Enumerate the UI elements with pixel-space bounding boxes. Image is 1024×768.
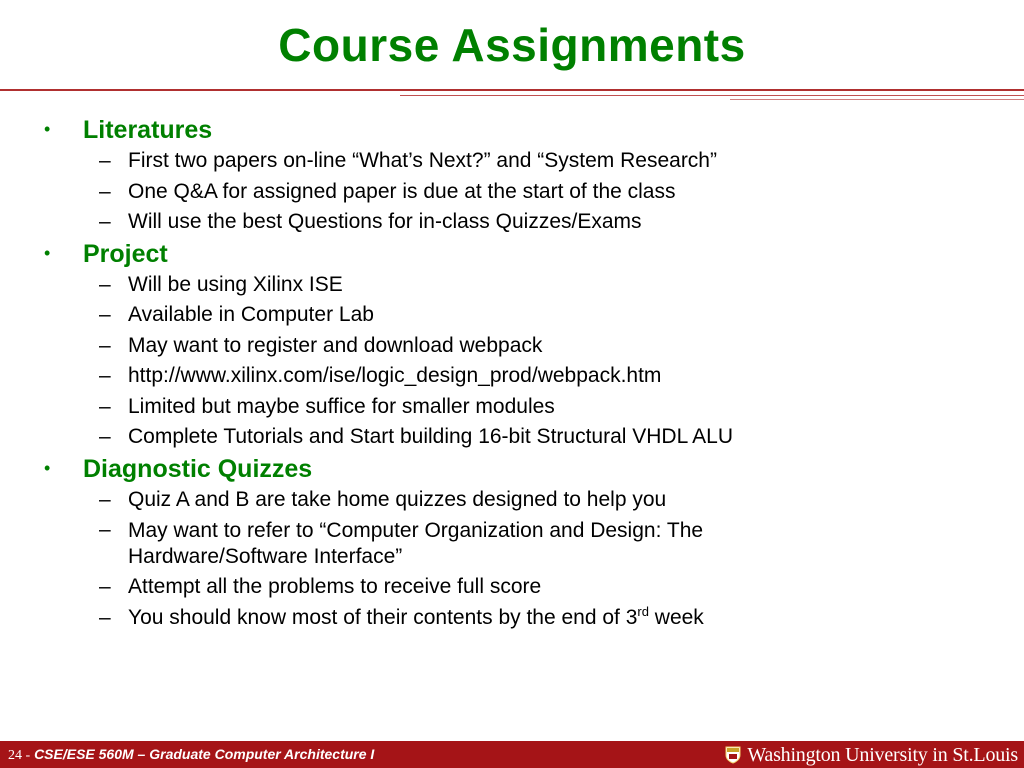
dash-icon: –	[99, 364, 111, 387]
list-item-text: First two papers on-line “What’s Next?” and “System Research”	[128, 149, 717, 172]
ordinal-suffix: rd	[637, 603, 649, 619]
dash-icon: –	[99, 179, 111, 203]
list-item-text: Attempt all the problems to receive full score	[128, 575, 542, 598]
dash-icon: –	[99, 149, 111, 172]
list-item-text: One Q&A for assigned paper is due at the start of the class	[128, 179, 676, 203]
list-item-text: Will be using Xilinx ISE	[128, 272, 343, 296]
university-wordmark: Washington University in St.Louis	[747, 743, 1018, 766]
dash-icon: –	[99, 575, 111, 598]
list-item	[0, 572, 1024, 603]
list-item-text: Limited but maybe suffice for smaller modules	[128, 394, 555, 418]
bullet-icon: •	[44, 242, 51, 263]
dash-icon: –	[99, 487, 111, 511]
webpack-url: http://www.xilinx.com/ise/logic_design_prod/webpack.htm	[128, 364, 662, 387]
title-divider	[0, 89, 1024, 91]
list-item	[0, 300, 1024, 331]
list-item	[0, 177, 1024, 208]
page-number: 24 -	[8, 748, 31, 763]
dash-icon: –	[99, 272, 111, 296]
list-item-text: May want to refer to “Computer Organization and Design: The Hardware/Software Interface”	[128, 519, 704, 568]
dash-icon: –	[99, 303, 111, 326]
slide-title: Course Assignments	[278, 19, 746, 71]
dash-icon: –	[99, 333, 111, 357]
list-item	[0, 422, 1024, 453]
list-item	[0, 485, 1024, 516]
dash-icon: –	[99, 518, 111, 541]
list-item-text: Quiz A and B are take home quizzes designed to help you	[128, 487, 667, 511]
list-item-text: Will use the best Questions for in-class Quizzes/Exams	[128, 210, 642, 233]
title-divider-accent	[400, 95, 1024, 96]
list-item	[0, 361, 1024, 392]
dash-icon: –	[99, 394, 111, 418]
list-item	[0, 392, 1024, 423]
university-shield-icon	[725, 746, 741, 764]
bullet-icon: •	[44, 119, 51, 139]
dash-icon: –	[99, 210, 111, 233]
dash-icon: –	[99, 605, 111, 629]
bullet-icon: •	[44, 457, 51, 478]
section-heading: Project	[83, 239, 168, 268]
university-logo	[725, 743, 1018, 766]
list-item-text: May want to register and download webpack	[128, 333, 543, 357]
list-item	[0, 331, 1024, 362]
list-item-text: Available in Computer Lab	[128, 303, 374, 326]
slide-footer	[0, 741, 1024, 768]
list-item-text-end: week	[648, 605, 704, 629]
course-name: CSE/ESE 560M – Graduate Computer Architecture I	[34, 746, 375, 762]
list-item	[0, 270, 1024, 301]
section-project	[0, 238, 1024, 270]
title-divider-accent-short	[730, 99, 1024, 100]
list-item-text: Complete Tutorials and Start building 16-bit Structural VHDL ALU	[128, 425, 734, 448]
section-diagnostic-quizzes	[0, 453, 1024, 485]
section-literatures	[0, 114, 1024, 146]
list-item	[0, 207, 1024, 238]
dash-icon: –	[99, 425, 111, 448]
list-item	[0, 146, 1024, 177]
list-item	[0, 603, 1024, 634]
footer-left	[8, 745, 374, 765]
list-item-text	[128, 603, 888, 634]
list-item	[0, 515, 1024, 572]
section-heading: Literatures	[83, 116, 213, 144]
slide-body	[0, 114, 1024, 633]
section-heading: Diagnostic Quizzes	[83, 454, 313, 483]
list-item-text-main: You should know most of their contents by the end of 3	[128, 605, 638, 629]
